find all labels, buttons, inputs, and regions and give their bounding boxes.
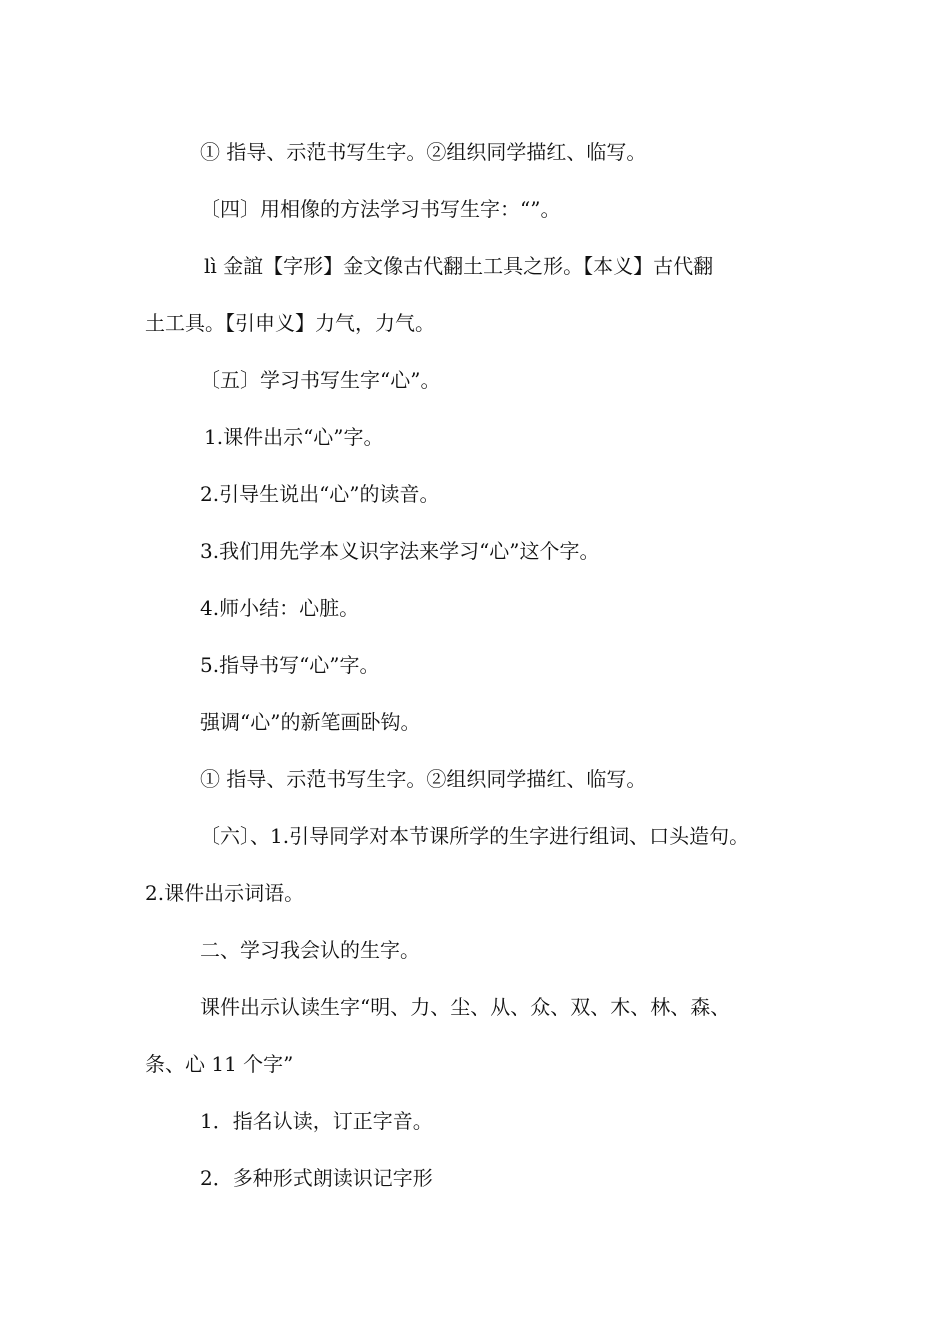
paragraph-line: 课件出示认读生字“明、力、尘、从、众、双、木、林、森、 — [200, 995, 731, 1019]
paragraph-line: lì 金誼【字形】金文像古代翻土工具之形。【本义】古代翻 — [204, 254, 714, 278]
paragraph-line: 条、心 11 个字” — [145, 1052, 294, 1076]
paragraph-line: 土工具。【引申义】力气，力气。 — [145, 311, 435, 335]
paragraph-line: 〔六〕、1.引导同学对本节课所学的生字进行组词、口头造句。 — [200, 824, 750, 848]
paragraph-line: ① 指导、示范书写生字。②组织同学描红、临写。 — [200, 767, 647, 791]
paragraph-line: ① 指导、示范书写生字。②组织同学描红、临写。 — [200, 140, 647, 164]
paragraph-line: 2.课件出示词语。 — [145, 881, 305, 905]
paragraph-line: 5.指导书写“心”字。 — [200, 653, 380, 677]
paragraph-line: 3.我们用先学本义识字法来学习“心”这个字。 — [200, 539, 600, 563]
paragraph-line: 1.课件出示“心”字。 — [204, 425, 384, 449]
paragraph-line: 〔五〕学习书写生字“心”。 — [200, 368, 441, 392]
paragraph-line: 〔四〕用相像的方法学习书写生字：“”。 — [200, 197, 561, 221]
paragraph-line: 1．指名认读，订正字音。 — [200, 1109, 433, 1133]
paragraph-line: 强调“心”的新笔画卧钩。 — [200, 710, 421, 734]
paragraph-line: 二、学习我会认的生字。 — [200, 938, 420, 962]
paragraph-line: 2．多种形式朗读识记字形 — [200, 1166, 433, 1190]
paragraph-line: 2.引导生说出“心”的读音。 — [200, 482, 440, 506]
paragraph-line: 4.师小结：心脏。 — [200, 596, 360, 620]
